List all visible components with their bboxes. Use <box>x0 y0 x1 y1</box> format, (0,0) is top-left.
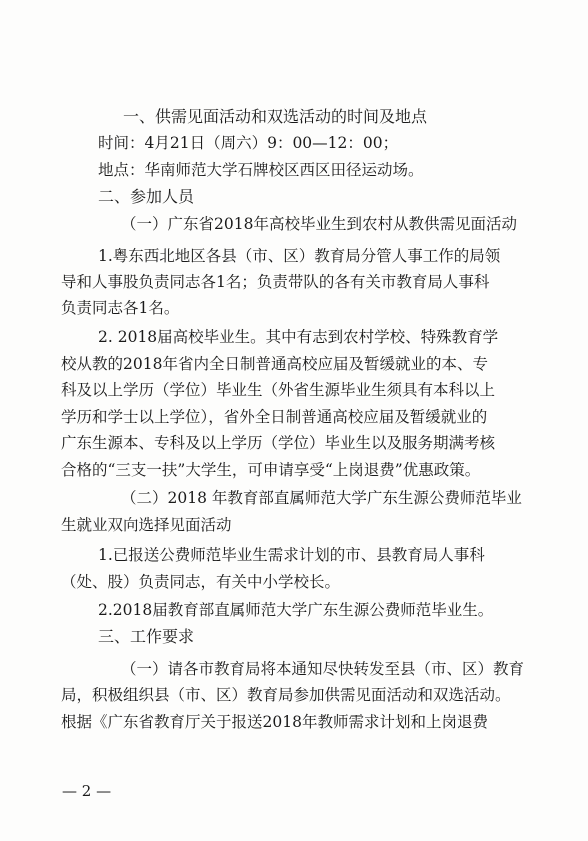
paragraph-line: 校从教的2018年省内全日制普通高校应届及暂缓就业的本、专 <box>61 355 488 373</box>
paragraph-line: 1.已报送公费师范毕业生需求计划的市、县教育局人事科 <box>98 546 485 564</box>
paragraph-line: 负责同志各1名。 <box>61 299 180 317</box>
paragraph-line: 合格的“三支一扶”大学生，可申请享受“上岗退费”优惠政策。 <box>61 461 481 479</box>
time-line: 时间：4月21日（周六）9：00—12：00； <box>98 134 399 152</box>
paragraph-line: 广东生源本、专科及以上学历（学位）毕业生以及服务期满考核 <box>61 434 496 452</box>
section-heading-time-place: 一、供需见面活动和双选活动的时间及地点 <box>123 107 428 126</box>
paragraph-line: 1.粤东西北地区各县（市、区）教育局分管人事工作的局领 <box>98 247 501 265</box>
page-number: — 2 — <box>62 782 112 800</box>
paragraph-line: 2. 2018届高校毕业生。其中有志到农村学校、特殊教育学 <box>98 328 499 346</box>
section-heading-participants: 二、参加人员 <box>98 187 195 206</box>
paragraph-line: 根据《广东省教育厅关于报送2018年教师需求计划和上岗退费 <box>61 713 488 731</box>
paragraph-line: 生就业双向选择见面活动 <box>61 516 232 534</box>
paragraph-line: （处、股）负责同志，有关中小学校长。 <box>61 573 341 591</box>
paragraph-line: 2.2018届教育部直属师范大学广东生源公费师范毕业生。 <box>98 601 494 619</box>
paragraph-line: 学历和学士以上学位），省外全日制普通高校应届及暂缓就业的 <box>61 408 488 426</box>
paragraph-line: （一）请各市教育局将本通知尽快转发至县（市、区）教育 <box>121 660 525 678</box>
paragraph-line: 局，积极组织县（市、区）教育局参加供需见面活动和双选活动。 <box>61 686 511 704</box>
paragraph-line: 科及以上学历（学位）毕业生（外省生源毕业生须具有本科以上 <box>61 381 496 399</box>
section-heading-requirements: 三、工作要求 <box>98 627 195 646</box>
paragraph-line: 导和人事股负责同志各1名；负责带队的各有关市教育局人事科 <box>61 273 490 291</box>
subsection-heading-normal-univ: （二）2018 年教育部直属师范大学广东生源公费师范毕业 <box>121 489 522 507</box>
place-line: 地点：华南师范大学石牌校区西区田径运动场。 <box>98 161 424 179</box>
subsection-heading-rural: （一）广东省2018年高校毕业生到农村从教供需见面活动 <box>121 215 517 233</box>
